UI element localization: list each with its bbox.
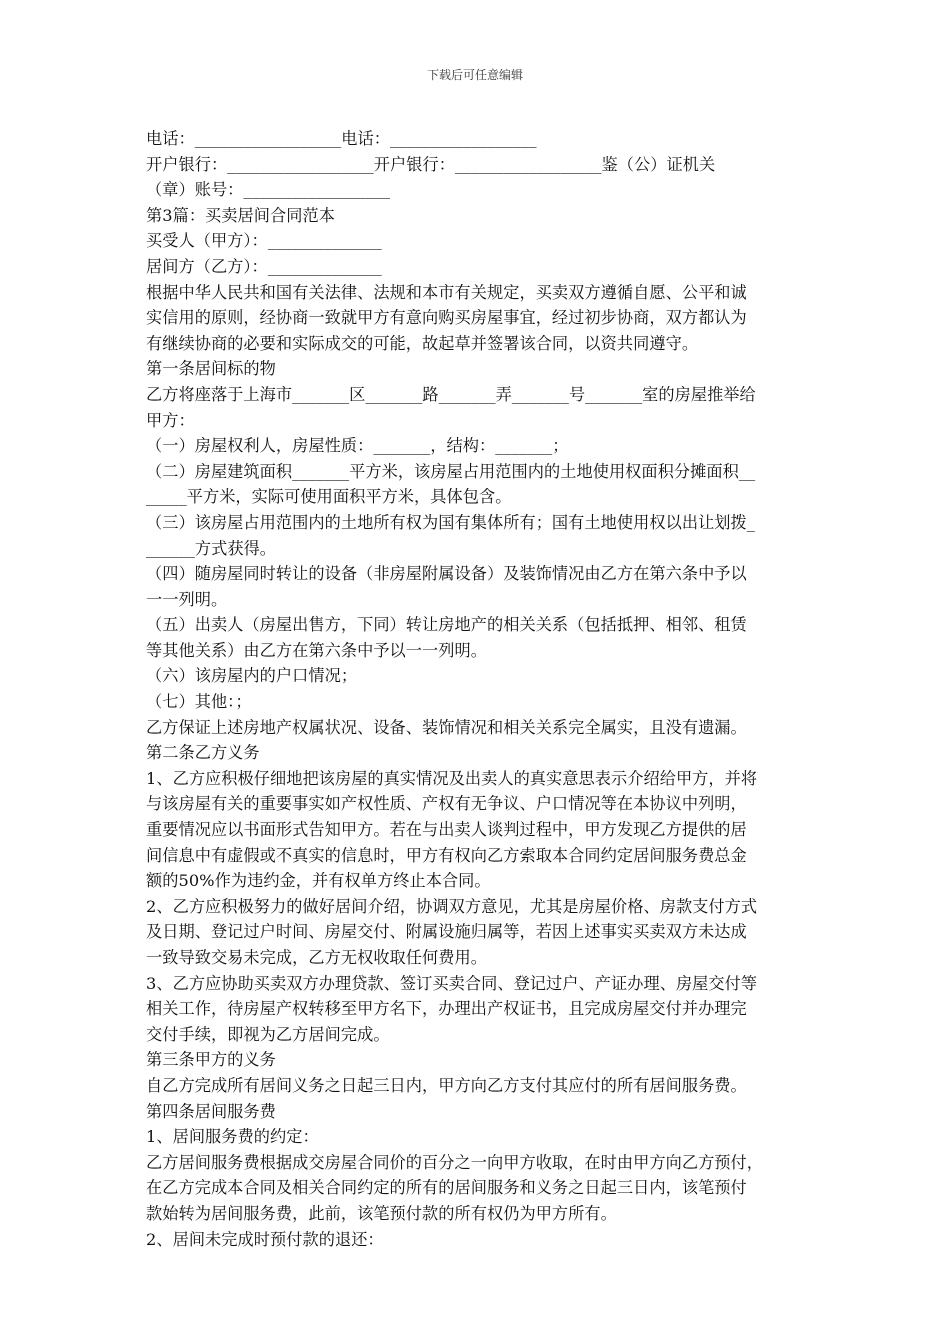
document-line: 自乙方完成所有居间义务之日起三日内，甲方向乙方支付其应付的所有居间服务费。 (146, 1075, 747, 1095)
document-line: （章）账号：__________________ (146, 180, 391, 200)
document-line: 实信用的原则，经协商一致就甲方有意向购买房屋事宜，经过初步协商，双方都认为 (146, 308, 747, 328)
document-line: 交付手续，即视为乙方居间完成。 (146, 1024, 390, 1044)
document-body (146, 126, 806, 1252)
document-line: 等其他关系）由乙方在第六条中予以一一列明。 (146, 640, 487, 660)
document-line: （一）房屋权利人，房屋性质：_______，结构：_______； (146, 436, 569, 456)
document-line: 居间方（乙方）：______________ (146, 256, 382, 276)
document-line: 乙方将座落于上海市_______区_______路_______弄_______号_______室的房屋推举给 (146, 384, 756, 404)
document-line: 开户银行：__________________开户银行：__________________鉴（公）证机关 (146, 154, 716, 174)
page-header-note: 下载后可任意编辑 (426, 68, 523, 82)
document-line: 款始转为居间服务费，此前，该笔预付款的所有权仍为甲方所有。 (146, 1203, 617, 1223)
document-line: 买受人（甲方）：______________ (146, 231, 382, 251)
document-line: 额的50%作为违约金，并有权单方终止本合同。 (146, 871, 491, 891)
document-line: 一致导致交易未完成，乙方无权收取任何费用。 (146, 948, 487, 967)
document-line: ______方式获得。 (146, 538, 277, 558)
document-line: 第四条居间服务费 (146, 1101, 276, 1121)
document-line: （三）该房屋占用范围内的土地所有权为国有集体所有；国有土地使用权以出让划拨_ (146, 512, 755, 532)
document-line: 电话：__________________电话：__________________ (146, 129, 537, 148)
document-line: （六）该房屋内的户口情况； (146, 666, 358, 686)
document-line: 第3篇：买卖居间合同范本 (146, 205, 335, 225)
document-line: 1、乙方应积极仔细地把该房屋的真实情况及出卖人的真实意思表示介绍给甲方，并将 (146, 768, 758, 788)
document-line: 与该房屋有关的重要事实如产权性质、产权有无争议、户口情况等在本协议中列明， (146, 794, 747, 814)
document-line: （二）房屋建筑面积_______平方米，该房屋占用范围内的土地使用权面积分摊面积__ (146, 461, 756, 481)
document-line: （七）其他：； (146, 692, 252, 712)
document-line: 根据中华人民共和国有关法律、法规和本市有关规定，买卖双方遵循自愿、公平和诚 (146, 282, 747, 302)
document-line: 第三条甲方的义务 (146, 1050, 276, 1070)
document-line: 2、乙方应积极努力的做好居间介绍，协调双方意见，尤其是房屋价格、房款支付方式 (146, 896, 758, 916)
document-line: 乙方保证上述房地产权属状况、设备、装饰情况和相关关系完全属实，且没有遗漏。 (146, 717, 747, 737)
document-line: 1、居间服务费的约定： (146, 1127, 319, 1147)
document-line: 及日期、登记过户时间、房屋交付、附属设施归属等，若因上述事实买卖双方未达成 (146, 922, 747, 942)
document-line: 在乙方完成本合同及相关合同约定的所有的居间服务和义务之日起三日内，该笔预付 (146, 1178, 747, 1198)
document-line: 3、乙方应协助买卖双方办理贷款、签订买卖合同、登记过户、产证办理、房屋交付等 (146, 973, 758, 993)
document-line: 甲方： (146, 410, 195, 430)
document-line: 第一条居间标的物 (146, 359, 276, 379)
document-line: 有继续协商的必要和实际成交的可能，故起草并签署该合同，以资共同遵守。 (146, 333, 699, 353)
document-line: 第二条乙方义务 (146, 743, 260, 763)
document-line: 2、居间未完成时预付款的退还： (146, 1229, 384, 1249)
document-line: 相关工作，待房屋产权转移至甲方名下，办理出产权证书，且完成房屋交付并办理完 (146, 999, 747, 1019)
document-line: 乙方居间服务费根据成交房屋合同价的百分之一向甲方收取，在时由甲方向乙方预付， (146, 1152, 764, 1172)
document-line: 重要情况应以书面形式告知甲方。若在与出卖人谈判过程中，甲方发现乙方提供的居 (146, 820, 747, 840)
document-line: （四）随房屋同时转让的设备（非房屋附属设备）及装饰情况由乙方在第六条中予以 (146, 564, 747, 584)
document-line: （五）出卖人（房屋出售方，下同）转让房地产的相关关系（包括抵押、相邻、租赁 (146, 615, 747, 635)
document-line: 一一列明。 (146, 589, 228, 609)
document-line: _____平方米，实际可使用面积平方米，具体包含。 (146, 487, 512, 507)
document-line: 间信息中有虚假或不真实的信息时，甲方有权向乙方索取本合同约定居间服务费总金 (146, 845, 747, 865)
